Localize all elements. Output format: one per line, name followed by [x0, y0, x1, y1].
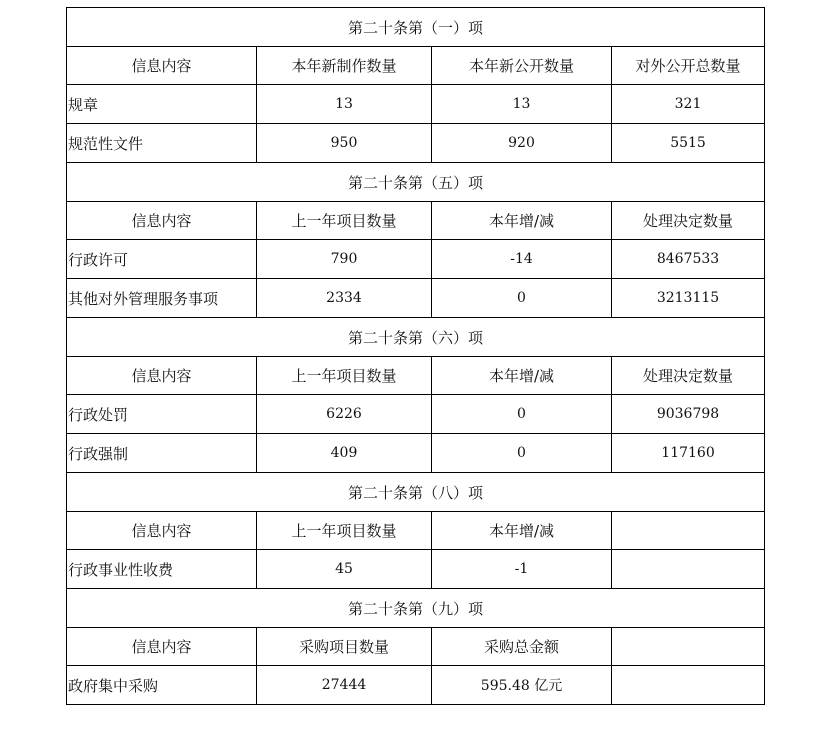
column-header: 本年新公开数量 [432, 47, 612, 85]
empty-cell [612, 550, 765, 589]
table-row [67, 434, 765, 473]
row-label: 行政许可 [67, 240, 257, 279]
section-title: 第二十条第（八）项 [67, 473, 765, 512]
cell-value: 2334 [257, 279, 432, 318]
header-row [67, 628, 765, 666]
cell-value: 321 [612, 85, 765, 124]
row-label: 规章 [67, 85, 257, 124]
header-row [67, 47, 765, 85]
column-header: 信息内容 [67, 47, 257, 85]
cell-value: 117160 [612, 434, 765, 473]
header-row [67, 202, 765, 240]
column-header: 上一年项目数量 [257, 202, 432, 240]
cell-value: -14 [432, 240, 612, 279]
cell-value: 950 [257, 124, 432, 163]
section-title: 第二十条第（九）项 [67, 589, 765, 628]
cell-value: 9036798 [612, 395, 765, 434]
section-title-row [67, 473, 765, 512]
table-row [67, 666, 765, 705]
column-header: 本年增/减 [432, 357, 612, 395]
table-row [67, 279, 765, 318]
column-header: 对外公开总数量 [612, 47, 765, 85]
column-header: 上一年项目数量 [257, 512, 432, 550]
section-title: 第二十条第（一）项 [67, 8, 765, 47]
column-header: 信息内容 [67, 512, 257, 550]
empty-cell [612, 628, 765, 666]
cell-value: 0 [432, 279, 612, 318]
cell-value: 27444 [257, 666, 432, 705]
disclosure-table [66, 7, 765, 705]
empty-cell [612, 512, 765, 550]
column-header: 采购项目数量 [257, 628, 432, 666]
section-title: 第二十条第（六）项 [67, 318, 765, 357]
column-header: 信息内容 [67, 357, 257, 395]
cell-value: 13 [432, 85, 612, 124]
header-row [67, 512, 765, 550]
column-header: 处理决定数量 [612, 202, 765, 240]
row-label: 其他对外管理服务事项 [67, 279, 257, 318]
cell-value: -1 [432, 550, 612, 589]
cell-value: 5515 [612, 124, 765, 163]
cell-value: 0 [432, 434, 612, 473]
section-title: 第二十条第（五）项 [67, 163, 765, 202]
cell-value: 45 [257, 550, 432, 589]
table-row [67, 124, 765, 163]
table-row [67, 550, 765, 589]
section-title-row [67, 589, 765, 628]
column-header: 本年增/减 [432, 512, 612, 550]
section-title-row [67, 163, 765, 202]
cell-value: 0 [432, 395, 612, 434]
column-header: 信息内容 [67, 628, 257, 666]
row-label: 行政事业性收费 [67, 550, 257, 589]
row-label: 规范性文件 [67, 124, 257, 163]
cell-value: 409 [257, 434, 432, 473]
column-header: 处理决定数量 [612, 357, 765, 395]
column-header: 信息内容 [67, 202, 257, 240]
header-row [67, 357, 765, 395]
cell-value: 6226 [257, 395, 432, 434]
row-label: 行政处罚 [67, 395, 257, 434]
column-header: 本年新制作数量 [257, 47, 432, 85]
column-header: 本年增/减 [432, 202, 612, 240]
cell-value: 3213115 [612, 279, 765, 318]
empty-cell [612, 666, 765, 705]
cell-value: 13 [257, 85, 432, 124]
section-title-row [67, 8, 765, 47]
column-header: 上一年项目数量 [257, 357, 432, 395]
cell-value: 790 [257, 240, 432, 279]
section-title-row [67, 318, 765, 357]
table-row [67, 85, 765, 124]
cell-value: 920 [432, 124, 612, 163]
cell-value: 595.48 亿元 [432, 666, 612, 705]
table-row [67, 240, 765, 279]
table-row [67, 395, 765, 434]
row-label: 政府集中采购 [67, 666, 257, 705]
row-label: 行政强制 [67, 434, 257, 473]
column-header: 采购总金额 [432, 628, 612, 666]
cell-value: 8467533 [612, 240, 765, 279]
